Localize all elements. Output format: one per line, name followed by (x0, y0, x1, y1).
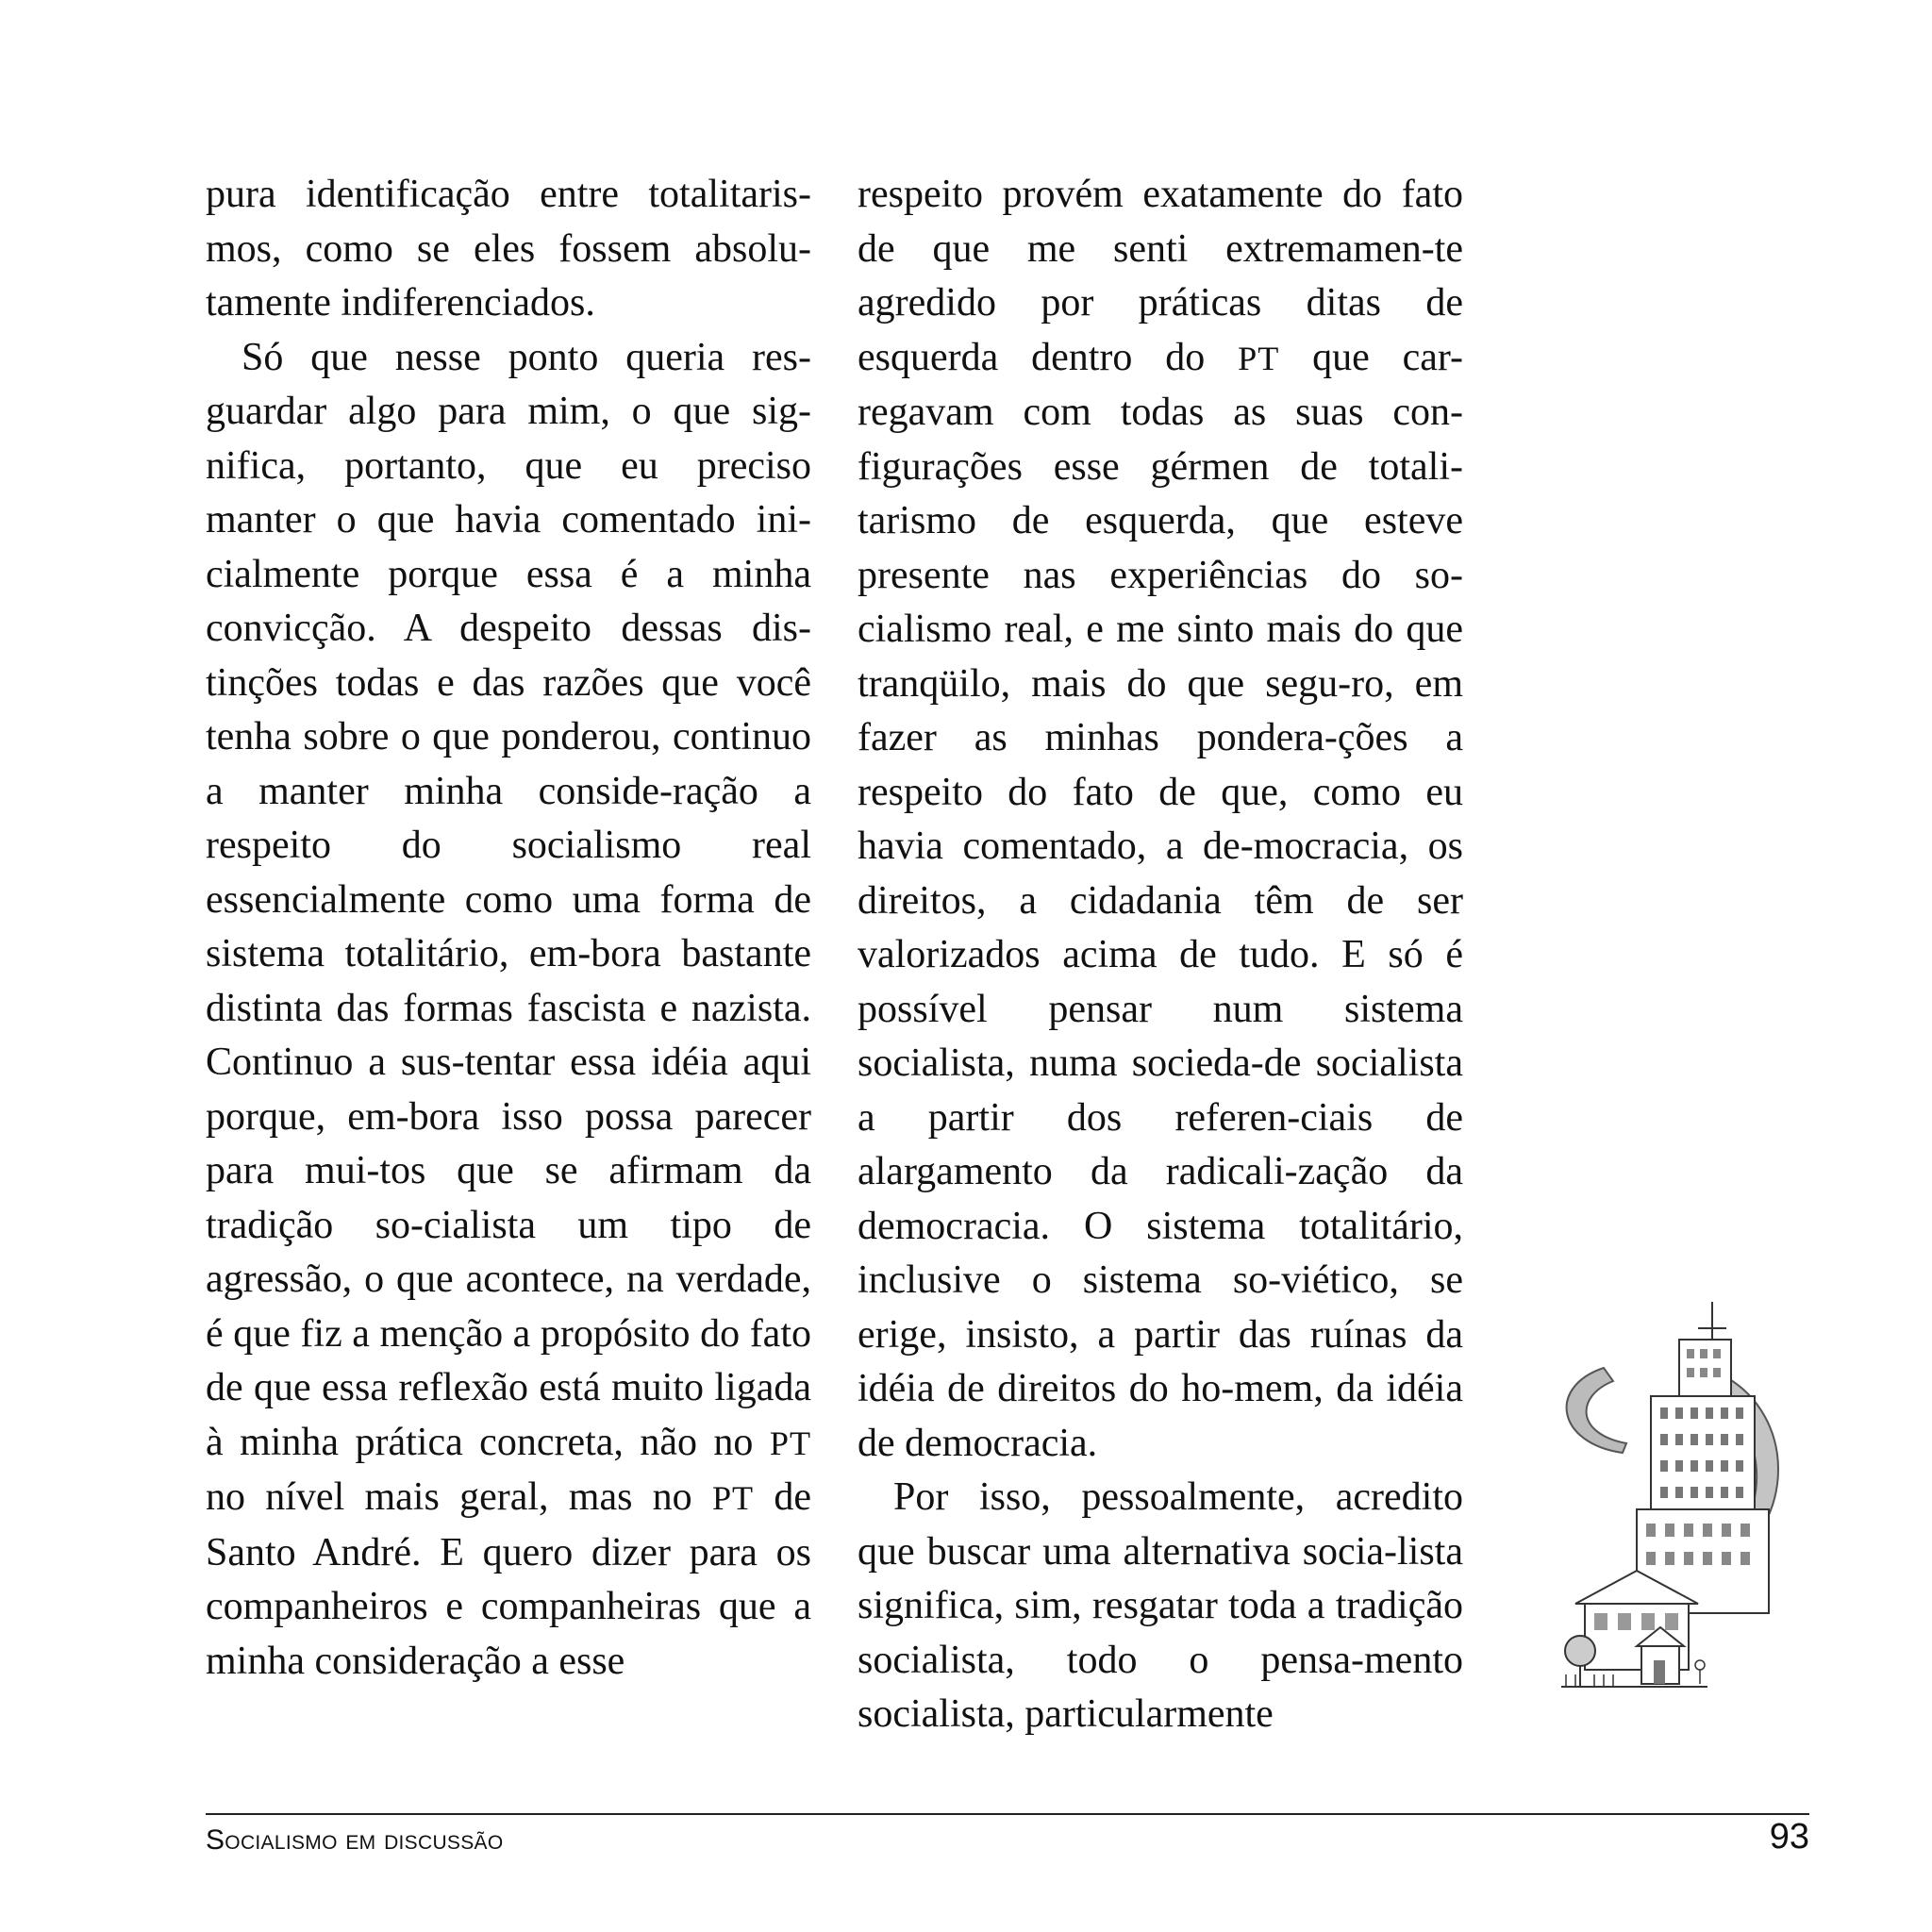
footer-divider (206, 1813, 1809, 1815)
paragraph-text: de Santo André. E quero dizer para os companheiros e companheiras que a minha consideração a esse (206, 1475, 812, 1683)
paragraph-text: Só que nesse ponto queria res-guardar algo para mim, o que sig-nifica, portanto, que eu preciso manter o que havia comentado ini-cialmente porque essa é a minha convicção. A despeito dessas dis-tinções todas e das razões que você tenha sobre o que ponderou, continuo a manter minha conside-ração a respeito do socialismo real essencialmente como uma forma de sistema totalitário, em-bora bastante distinta das formas fascista e nazista. Continuo a sus-tentar essa idéia aqui porque, em-bora isso possa parecer para mui-tos que se afirmam da tradição so-cialista um tipo de agressão, o que acontece, na verdade, é que fiz a menção a propósito do fato de que essa reflexão está muito ligada à minha prática concreta, não no (206, 335, 811, 1464)
paragraph-text: no nível mais geral, mas no (206, 1475, 692, 1519)
page-number: 93 (1769, 1817, 1809, 1857)
paragraph-text: que car-regavam com todas as suas con-figurações esse gérmen de totali-tarismo de esquerda, que esteve presente nas experiências do so-cialismo real, e me sinto mais do que tranqüilo, mais do que segu-ro, em fazer as minhas pondera-ções a respeito do fato de que, como eu havia comentado, a de-mocracia, os direitos, a cidadania têm de ser valorizados acima de tudo. E só é possível pensar num sistema socialista, numa socieda-de socialista a partir dos referen-ciais de alargamento da radicali-zação da democracia. O sistema totalitário, inclusive o sistema so-viético, se erige, insisto, a partir das ruínas da idéia de direitos do ho-mem, da idéia de democracia. (858, 335, 1464, 1465)
paragraph-text: pura identificação entre totalitaris-mos, como se eles fossem absolu-tamente indiferenciados. (206, 173, 811, 325)
paragraph (206, 168, 811, 331)
paragraph (858, 168, 1463, 1471)
running-footer-title: Socialismo em discussão (206, 1824, 504, 1856)
text-column-left (206, 168, 811, 1689)
paragraph-text: respeito provém exatamente do fato de que me senti extremamen-te agredido por práticas ditas de esquerda dentro do (858, 173, 1463, 379)
paragraph (858, 1471, 1463, 1742)
pt-acronym: PT (1238, 339, 1280, 377)
paragraph-text: Por isso, pessoalmente, acredito que buscar uma alternativa socia-lista significa, sim, resgatar toda a tradição socialista, todo o pensa-mento socialista, particularmente (858, 1475, 1463, 1736)
building-sickle-illustration (1547, 1302, 1811, 1698)
pt-acronym: PT (711, 1479, 755, 1517)
pt-acronym: PT (769, 1424, 811, 1462)
text-column-right (858, 168, 1463, 1742)
paragraph (206, 331, 811, 1690)
